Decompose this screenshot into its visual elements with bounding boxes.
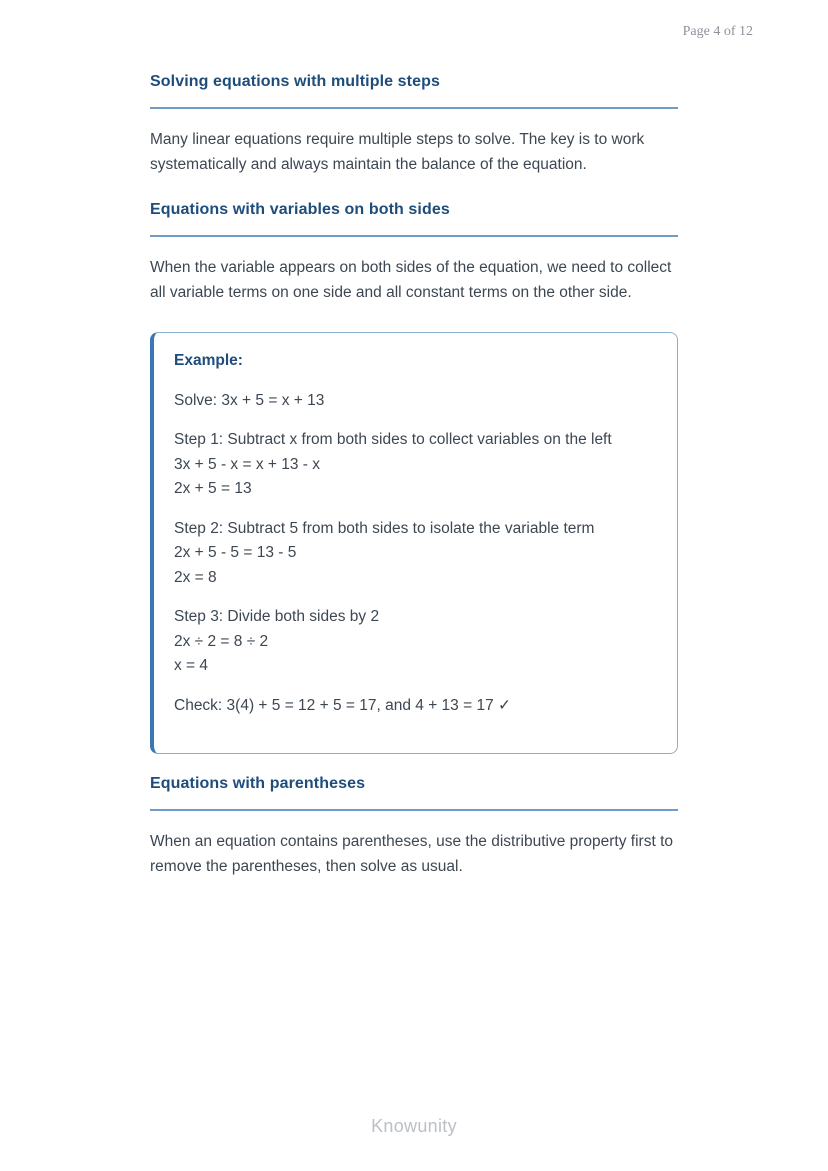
step-1-equation-2: 2x + 5 = 13 [174, 480, 252, 497]
example-label: Example: [174, 352, 243, 369]
example-step-3 [174, 605, 653, 679]
step-3-equation-1: 2x ÷ 2 = 8 ÷ 2 [174, 632, 269, 650]
step-1-description: Step 1: Subtract x from both sides to collect variables on the left [174, 431, 612, 448]
document-content [150, 72, 678, 902]
example-box [150, 332, 678, 754]
step-1-equation-1: 3x + 5 - x = x + 13 - x [174, 455, 321, 473]
example-check-line: Check: 3(4) + 5 = 12 + 5 = 17, and 4 + 13 = 17 ✓ [174, 696, 511, 714]
step-3-description: Step 3: Divide both sides by 2 [174, 608, 380, 625]
example-step-1 [174, 428, 653, 502]
example-problem: Solve: 3x + 5 = x + 13 [174, 391, 325, 409]
brand-watermark: Knowunity [371, 1116, 457, 1136]
step-2-equation-2: 2x = 8 [174, 568, 217, 586]
page-number-indicator: Page 4 of 12 [682, 24, 753, 39]
section-parentheses [150, 774, 678, 879]
section-variables-both-sides [150, 200, 678, 305]
section-heading-parentheses: Equations with parentheses [150, 774, 678, 811]
step-2-description: Step 2: Subtract 5 from both sides to isolate the variable term [174, 519, 595, 537]
section-heading-variables-both-sides: Equations with variables on both sides [150, 200, 678, 237]
example-step-2 [174, 517, 653, 591]
step-2-equation-1: 2x + 5 - 5 = 13 - 5 [174, 544, 297, 561]
section-paragraph-multiple-steps: Many linear equations require multiple steps to solve. The key is to work systematically and always maintain the balance of the equation. [150, 131, 645, 173]
step-3-equation-2: x = 4 [174, 657, 209, 674]
section-paragraph-parentheses: When an equation contains parentheses, use the distributive property first to remove the parentheses, then solve as usual. [150, 833, 673, 875]
section-multiple-steps [150, 72, 678, 177]
section-paragraph-variables-both-sides: When the variable appears on both sides of the equation, we need to collect all variable terms on one side and all constant terms on the other side. [150, 259, 672, 301]
section-heading-multiple-steps: Solving equations with multiple steps [150, 72, 678, 109]
